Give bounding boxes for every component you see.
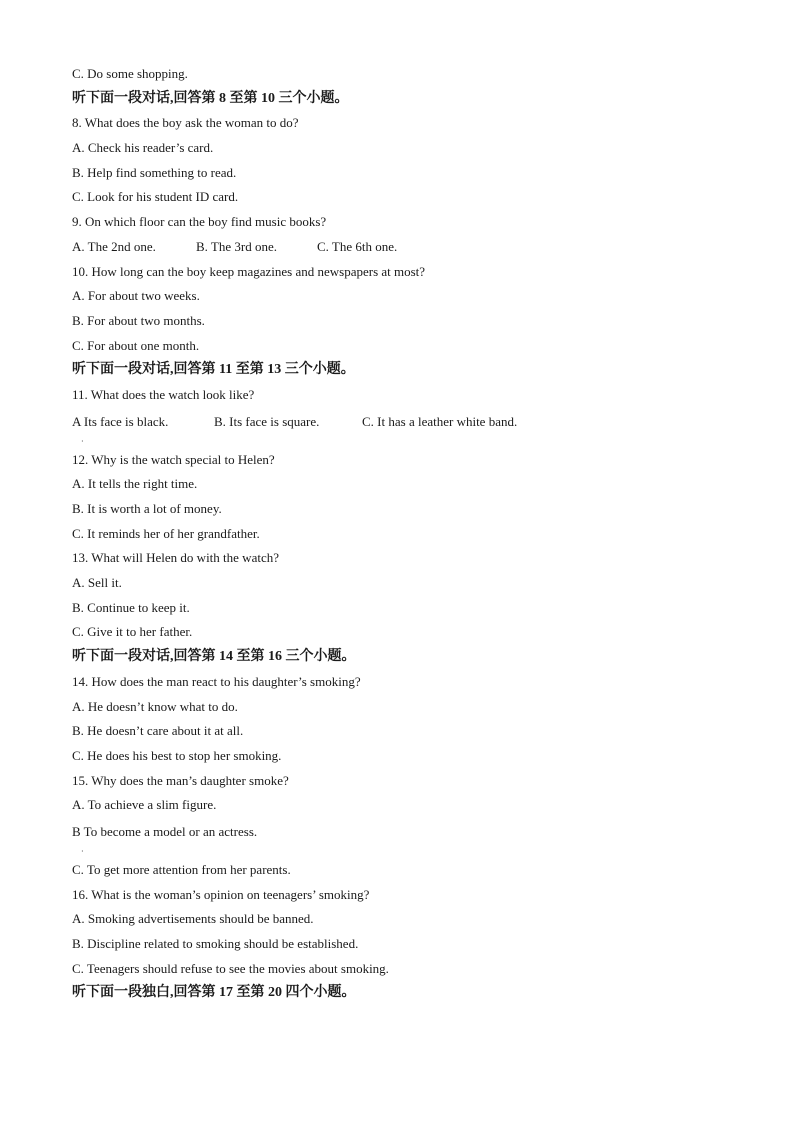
q9-option-b: B. The 3rd one. [196,238,277,254]
q9-option-c: C. The 6th one. [317,238,398,254]
section-heading-11-13: 听下面一段对话,回答第 11 至第 13 三个小题。 [72,362,355,378]
q14-option-b: B. He doesn’t care about it at all. [72,723,244,739]
q12-option-b: B. It is worth a lot of money. [72,501,222,516]
q15-option-a: A. To achieve a slim figure. [72,797,217,813]
q15-option-b: B To become a model or an actress. [72,823,258,839]
q11-option-a: A Its face is black. [72,413,169,429]
q10-option-a: A. For about two weeks. [72,288,200,304]
question-10: 10. How long can the boy keep magazines and newspapers at most? [72,263,426,279]
q15-option-c: C. To get more attention from her parents. [72,861,291,877]
question-14: 14. How does the man react to his daughter’s smoking? [72,673,361,689]
q11-options [72,408,732,448]
q12-option-c: C. It reminds her of her grandfather. [72,525,260,541]
q8-option-a: A. Check his reader’s card. [72,140,214,156]
q14-option-a: A. He doesn’t know what to do. [72,698,238,714]
q9-options [72,235,732,260]
section-heading-17-20: 听下面一段独白,回答第 17 至第 20 四个小题。 [72,985,356,1001]
question-13: 13. What will Helen do with the watch? [72,550,279,566]
question-9: 9. On which floor can the boy find music books? [72,214,327,230]
question-16: 16. What is the woman’s opinion on teenagers’ smoking? [72,886,370,902]
document-page [72,62,732,1006]
q13-option-a: A. Sell it. [72,575,122,591]
q10-option-b: B. For about two months. [72,312,205,328]
q16-option-b: B. Discipline related to smoking should be established. [72,936,359,951]
section-heading-14-16: 听下面一段对话,回答第 14 至第 16 三个小题。 [72,649,356,665]
q11-option-c: C. It has a leather white band. [362,413,518,429]
q13-option-b: B. Continue to keep it. [72,599,190,615]
q7-option-c: C. Do some shopping. [72,66,188,81]
q8-option-b: B. Help find something to read. [72,164,237,180]
q12-option-a: A. It tells the right time. [72,476,198,492]
q16-option-c: C. Teenagers should refuse to see the movies about smoking. [72,960,389,976]
q10-option-c: C. For about one month. [72,337,200,353]
q8-option-c: C. Look for his student ID card. [72,189,239,205]
question-8: 8. What does the boy ask the woman to do? [72,115,299,131]
stray-dot-mark-2: · [81,846,84,856]
q15-option-b-row [72,818,732,858]
question-11: 11. What does the watch look like? [72,386,255,402]
q13-option-c: C. Give it to her father. [72,624,193,640]
question-15: 15. Why does the man’s daughter smoke? [72,772,289,788]
question-12: 12. Why is the watch special to Helen? [72,451,275,467]
q14-option-c: C. He does his best to stop her smoking. [72,747,282,763]
section-heading-8-10: 听下面一段对话,回答第 8 至第 10 三个小题。 [72,90,349,106]
stray-dot-mark: · [81,436,84,446]
q16-option-a: A. Smoking advertisements should be banned. [72,911,314,927]
q9-option-a: A. The 2nd one. [72,238,156,254]
q11-option-b: B. Its face is square. [214,413,320,429]
